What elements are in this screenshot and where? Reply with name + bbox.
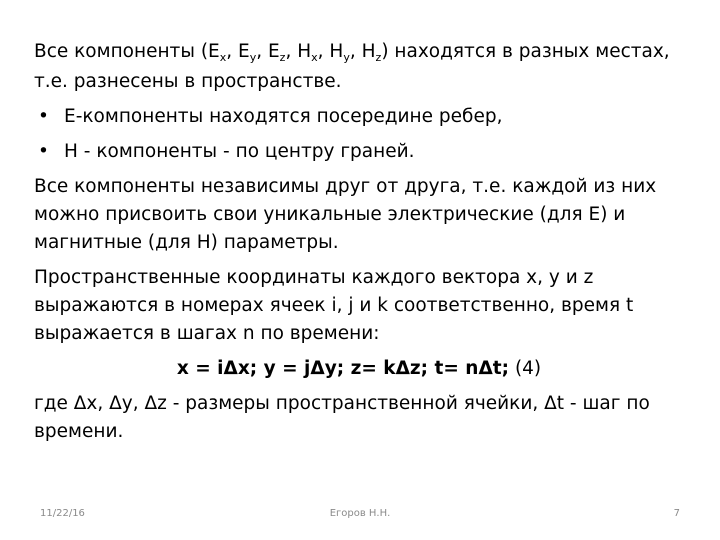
independence-paragraph: Все компоненты независимы друг от друга, т.е. каждой из них можно присвоить свои уникальные электрические (для E) и магнитные (для H) параметры. xyxy=(34,176,657,253)
intro-sep-5: , H xyxy=(349,41,376,62)
bullet-dot-icon: • xyxy=(38,141,49,162)
subscript-ex: x xyxy=(219,51,227,64)
intro-sep-3: , H xyxy=(285,41,312,62)
footer-author: Егоров Н.Н. xyxy=(329,508,391,519)
formula-expression: x = iΔx; y = jΔy; z= kΔz; t= nΔt; xyxy=(176,358,510,379)
formula-number: (4) xyxy=(514,358,542,379)
intro-text-end: ) находятся в разных местах, т.е. разнесены в пространстве. xyxy=(34,41,670,92)
footer-date: 11/22/16 xyxy=(40,508,85,519)
bullet-h-components xyxy=(34,138,684,166)
bullet-e-components xyxy=(34,103,684,131)
intro-sep-2: , E xyxy=(256,41,280,62)
coordinates-paragraph: Пространственные координаты каждого вектора x, y и z выражаются в номерах ячеек i, j и k соответственно, время t выражается в шагах n по времени: xyxy=(34,267,634,344)
subscript-hz: z xyxy=(375,51,382,64)
bullet-text: E-компоненты находятся посередине ребер, xyxy=(64,106,503,127)
subscript-ez: z xyxy=(279,51,286,64)
footer-page-number: 7 xyxy=(673,508,680,519)
intro-sep-4: , H xyxy=(317,41,344,62)
subscript-ey: y xyxy=(249,51,257,64)
subscript-hx: x xyxy=(311,51,318,64)
slide-body xyxy=(34,38,684,453)
subscript-hy: y xyxy=(343,51,350,64)
bullet-text: H - компоненты - по центру граней. xyxy=(64,141,415,162)
formula-line xyxy=(34,355,684,383)
intro-text-start: Все компоненты (E xyxy=(34,41,220,62)
intro-sep-1: , E xyxy=(226,41,250,62)
definitions-paragraph: где Δx, Δy, Δz - размеры пространственной ячейки, Δt - шаг по времени. xyxy=(34,393,650,442)
intro-paragraph xyxy=(34,38,684,96)
bullet-dot-icon: • xyxy=(38,106,49,127)
